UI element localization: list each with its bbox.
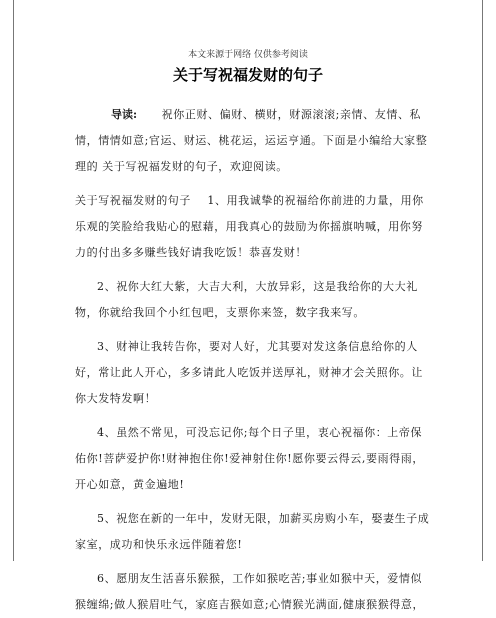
intro-text: 祝你正财、偏财、横财，财源滚滚;亲情、友情、私情，情情如意;官运、财运、桃花运，运运亨通。下面是小编给大家整理的 关于写祝福发财的句子，欢迎阅读。	[75, 108, 428, 173]
intro-paragraph	[75, 102, 433, 180]
paragraph-1: 关于写祝福发财的句子 1、用我诚挚的祝福给你前进的力量，用你乐观的笑脸给我贴心的慰藉，用我真心的鼓励为你摇旗呐喊，用你努力的付出多多赚些钱好请我吃饭！恭喜发财！	[75, 194, 424, 259]
paragraph-6: 6、愿朋友生活喜乐猴猴，工作如猴吃苦;事业如猴中天，爱情似猴缠绵;做人猴眉吐气，家庭吉猴如意;心情猴光满面,健康猴猴得意，	[75, 572, 425, 611]
paragraph-5: 5、祝您在新的一年中，发财无限，加薪买房购小车，娶妻生子成家室，成功和快乐永远伴随着您!	[75, 512, 430, 551]
intro-label: 导读:	[111, 108, 138, 121]
source-note: 本文来源于网络 仅供参考阅读	[188, 50, 308, 60]
paragraph-2: 2、祝你大红大紫，大吉大利，大放异彩，这是我给你的大大礼物，你就给我回个小红包吧，支票你来签，数字我来写。	[75, 280, 418, 319]
paragraph-3: 3、财神让我转告你，要对人好，尤其要对发这条信息给你的人好，常让此人开心，多多请此人吃饭并送厚礼，财神才会关照你。让你大发特发啊！	[75, 340, 423, 405]
page-title: 关于写祝福发财的句子	[172, 66, 323, 84]
document-body	[75, 102, 433, 618]
paragraph-4: 4、虽然不常见，可没忘记你;每个日子里，衷心祝福你：上帝保佑你!菩萨爱护你!财神抱住你!爱神射住你!愿你要云得云,要雨得雨，开心如意，黄金遍地!	[75, 426, 424, 491]
